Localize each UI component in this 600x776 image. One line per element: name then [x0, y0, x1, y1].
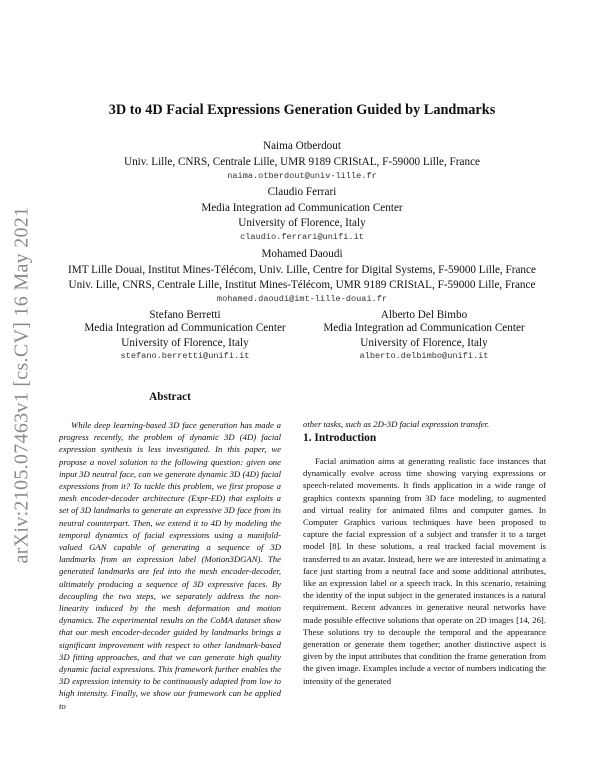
- intro-paragraph: Facial animation aims at generating realistic face instances that dynamically evolve across time showing varying expressions or speech-related movements. It finds application in a wide range of graphics contexts spanning from 3D face modeling, to augmented and virtual reality for animated films and computer games. In Computer Graphics various techniques have been proposed to capture the facial expression of a subject and transfer it to a target model [8]. In these solutions, a real tracked facial movement is transferred to an avatar. Instead, here we are interested in animating a face just starting from a neutral face and some additional attributes, like an expression label or a speech track. In this scenario, retaining the identity of the input subject in the generated instances is a natural requirement. Recent advances in generative neural networks have made possible effective solutions that operate on 2D images [14, 26]. These solutions try to decouple the temporal and the appearance generation or generate them together; another distinctive aspect is given by the input attributes that condition the frame generation from the given image. Examples include a vector of numbers indicating the intensity of the generated: [303, 456, 546, 686]
- abstract-continued: other tasks, such as 2D-3D facial expression transfer.: [303, 419, 490, 429]
- author-affiliation: Media Integration ad Communication Center: [201, 202, 403, 214]
- author-affiliation: Media Integration ad Communication Center: [84, 322, 286, 334]
- author-affiliation: University of Florence, Italy: [360, 337, 488, 349]
- abstract-heading: Abstract: [149, 391, 191, 403]
- author-name: Stefano Berretti: [149, 309, 221, 321]
- author-name: Mohamed Daoudi: [261, 248, 343, 260]
- author-name: Claudio Ferrari: [267, 186, 337, 198]
- author-email: alberto.delbimbo@unifi.it: [359, 351, 489, 361]
- author-affiliation: University of Florence, Italy: [121, 337, 249, 349]
- abstract-body: [59, 419, 281, 712]
- author-email: mohamed.daoudi@imt-lille-douai.fr: [216, 294, 388, 304]
- intro-body: [303, 455, 546, 687]
- author-affiliation: Univ. Lille, CNRS, Centrale Lille, Institut Mines-Télécom, UMR 9189 CRIStAL, F-59000 Lille, France: [68, 279, 536, 291]
- author-email: claudio.ferrari@unifi.it: [240, 232, 364, 242]
- author-affiliation: IMT Lille Douai, Institut Mines-Télécom, Univ. Lille, Centre for Digital Systems, F-59000 Lille, France: [68, 264, 536, 276]
- author-affiliation: University of Florence, Italy: [238, 217, 366, 229]
- paper-title: 3D to 4D Facial Expressions Generation Guided by Landmarks: [108, 102, 496, 118]
- author-name: Naima Otberdout: [263, 140, 341, 152]
- arxiv-id: arXiv:2105.07463v1 [cs.CV] 16 May 2021: [10, 206, 33, 564]
- author-name: Alberto Del Bimbo: [380, 309, 468, 321]
- author-email: stefano.berretti@unifi.it: [120, 351, 250, 361]
- arxiv-side-label: [2, 200, 42, 570]
- author-email: naima.otberdout@univ-lille.fr: [227, 171, 377, 181]
- author-affiliation: Univ. Lille, CNRS, Centrale Lille, UMR 9189 CRIStAL, F-59000 Lille, France: [124, 156, 480, 168]
- intro-heading: 1. Introduction: [303, 432, 377, 444]
- author-affiliation: Media Integration ad Communication Center: [323, 322, 525, 334]
- abstract-paragraph: While deep learning-based 3D face generation has made a progress recently, the problem of dynamic 3D (4D) facial expression synthesis is less investigated. In this paper, we propose a novel solution to the following question: given one input 3D neutral face, can we generate dynamic 3D (4D) facial expressions from it? To tackle this problem, we first propose a mesh encoder-decoder architecture (Expr-ED) that exploits a set of 3D landmarks to generate an expressive 3D face from its neutral counterpart. Then, we extend it to 4D by modeling the temporal dynamics of facial expressions using a manifold-valued GAN capable of generating a sequence of 3D landmarks from an expression label (Motion3DGAN). The generated landmarks are fed into the mesh encoder-decoder, ultimately producing a sequence of 3D expressive faces. By decoupling the two steps, we separately address the non-linearity induced by the mesh deformation and motion dynamics. The experimental results on the CoMA dataset show that our mesh encoder-decoder guided by landmarks brings a significant improvement with respect to other landmark-based 3D fitting approaches, and that we can generate high quality dynamic facial expressions. This framework further enables the 3D expression intensity to be continuously adapted from low to high intensity. Finally, we show our framework can be applied to: [59, 420, 281, 711]
